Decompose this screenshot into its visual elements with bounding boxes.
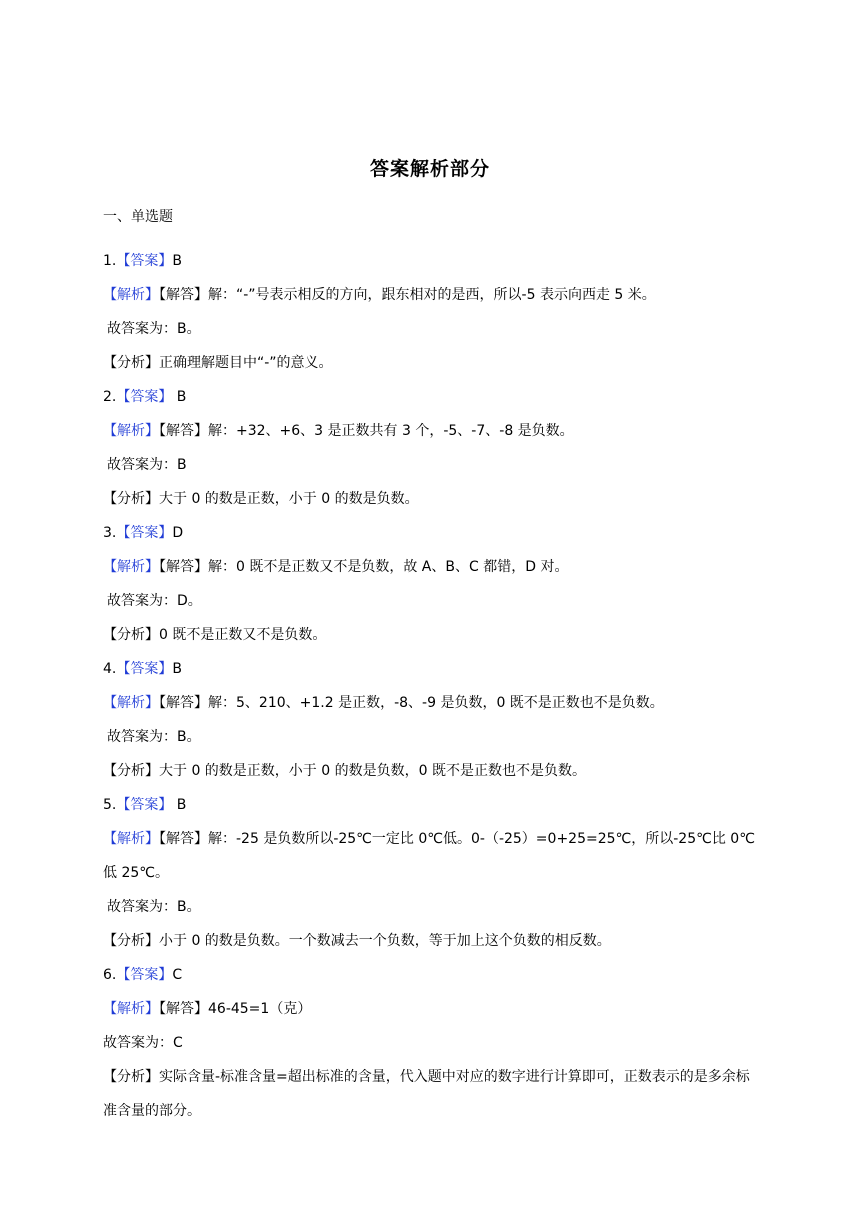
answer-label: 【答案】 xyxy=(116,797,173,813)
solution-text: 解：+32、+6、3 是正数共有 3 个，-5、-7、-8 是负数。 xyxy=(208,423,574,439)
conclusion-line: 故答案为：C xyxy=(103,1035,183,1051)
conclusion-line: 故答案为：B。 xyxy=(107,321,201,337)
answer-value: B xyxy=(172,661,182,677)
reasoning-line xyxy=(103,346,763,380)
answer-line xyxy=(103,958,763,992)
reasoning-label: 【分析】 xyxy=(103,355,159,371)
reasoning-text: 大于 0 的数是正数，小于 0 的数是负数，0 既不是正数也不是负数。 xyxy=(159,763,586,779)
answer-item xyxy=(103,788,763,958)
reasoning-text: 实际含量-标准含量=超出标准的含量，代入题中对应的数字进行计算即可，正数表示的是多余标准含量的部分。 xyxy=(103,1069,750,1119)
conclusion-line: 故答案为：B。 xyxy=(107,899,201,915)
answer-value: B xyxy=(172,389,187,405)
analysis-label: 【解析】 xyxy=(103,559,159,575)
solution-line xyxy=(103,992,763,1026)
analysis-label: 【解析】 xyxy=(103,831,159,847)
answer-line xyxy=(103,380,763,414)
conclusion-line: 故答案为：D。 xyxy=(107,593,202,609)
solution-text: 解：“-”号表示相反的方向，跟东相对的是西，所以-5 表示向西走 5 米。 xyxy=(208,287,656,303)
answer-value: D xyxy=(172,525,184,541)
item-number: 6. xyxy=(103,967,117,983)
solution-line xyxy=(103,822,763,890)
answer-line xyxy=(103,788,763,822)
answer-label: 【答案】 xyxy=(116,389,173,405)
answer-item xyxy=(103,244,763,380)
answer-value: B xyxy=(172,797,187,813)
solution-label: 【解答】 xyxy=(159,423,208,439)
answer-list xyxy=(103,244,763,1128)
answer-value: B xyxy=(172,253,182,269)
solution-text: 解：-25 是负数所以-25℃一定比 0℃低。0-（-25）=0+25=25℃，所以-25℃比 0℃低 25℃。 xyxy=(103,831,755,881)
answer-line xyxy=(103,244,763,278)
reasoning-label: 【分析】 xyxy=(103,491,159,507)
solution-label: 【解答】 xyxy=(159,1001,208,1017)
item-number: 2. xyxy=(103,389,117,405)
item-number: 4. xyxy=(103,661,117,677)
item-number: 3. xyxy=(103,525,117,541)
analysis-label: 【解析】 xyxy=(103,695,159,711)
reasoning-label: 【分析】 xyxy=(103,763,159,779)
reasoning-text: 正确理解题目中“-”的意义。 xyxy=(159,355,333,371)
page-title: 答案解析部分 xyxy=(369,158,490,180)
solution-label: 【解答】 xyxy=(159,287,208,303)
answer-label: 【答案】 xyxy=(116,525,173,541)
solution-line xyxy=(103,414,763,448)
item-number: 1. xyxy=(103,253,117,269)
solution-label: 【解答】 xyxy=(159,559,208,575)
reasoning-label: 【分析】 xyxy=(103,1069,159,1085)
answer-line xyxy=(103,652,763,686)
reasoning-line xyxy=(103,482,763,516)
answer-item xyxy=(103,958,763,1128)
solution-text: 解：0 既不是正数又不是负数，故 A、B、C 都错，D 对。 xyxy=(208,559,569,575)
answer-item xyxy=(103,652,763,788)
answer-label: 【答案】 xyxy=(116,661,173,677)
solution-label: 【解答】 xyxy=(159,831,208,847)
reasoning-text: 0 既不是正数又不是负数。 xyxy=(159,627,327,643)
reasoning-line xyxy=(103,1060,763,1128)
solution-text: 解：5、210、+1.2 是正数，-8、-9 是负数，0 既不是正数也不是负数。 xyxy=(208,695,664,711)
answer-line xyxy=(103,516,763,550)
reasoning-line xyxy=(103,924,763,958)
reasoning-text: 大于 0 的数是正数，小于 0 的数是负数。 xyxy=(159,491,419,507)
analysis-label: 【解析】 xyxy=(103,287,159,303)
solution-line xyxy=(103,278,763,312)
answer-item xyxy=(103,516,763,652)
solution-line xyxy=(103,686,763,720)
reasoning-label: 【分析】 xyxy=(103,627,159,643)
answer-value: C xyxy=(172,967,183,983)
reasoning-text: 小于 0 的数是负数。一个数减去一个负数，等于加上这个负数的相反数。 xyxy=(159,933,611,949)
answer-item xyxy=(103,380,763,516)
analysis-label: 【解析】 xyxy=(103,1001,159,1017)
reasoning-line xyxy=(103,618,763,652)
conclusion-line: 故答案为：B xyxy=(107,457,187,473)
solution-label: 【解答】 xyxy=(159,695,208,711)
analysis-label: 【解析】 xyxy=(103,423,159,439)
reasoning-line xyxy=(103,754,763,788)
reasoning-label: 【分析】 xyxy=(103,933,159,949)
solution-line xyxy=(103,550,763,584)
answer-label: 【答案】 xyxy=(116,967,173,983)
section-heading: 一、单选题 xyxy=(103,209,173,225)
item-number: 5. xyxy=(103,797,117,813)
conclusion-line: 故答案为：B。 xyxy=(107,729,201,745)
solution-text: 46-45=1（克） xyxy=(208,1001,312,1017)
answer-label: 【答案】 xyxy=(116,253,173,269)
